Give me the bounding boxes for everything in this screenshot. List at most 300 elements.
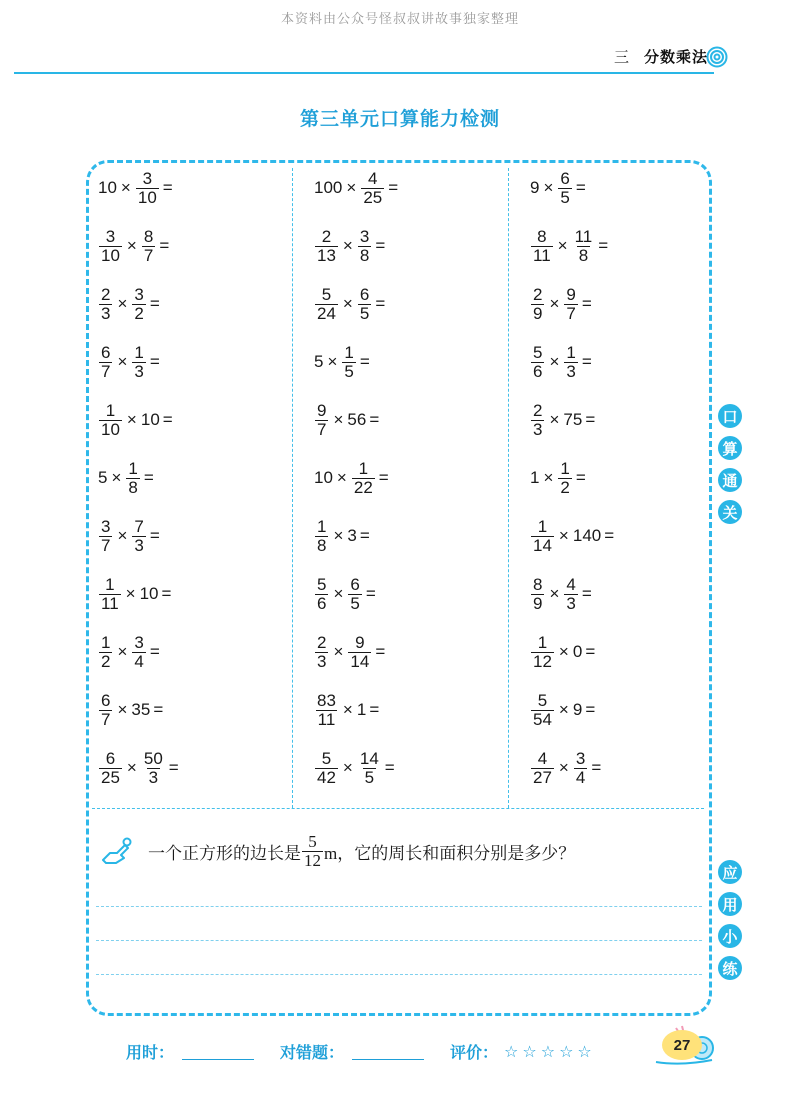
rating-label: 评价：: [450, 1045, 499, 1062]
fraction-denominator: 11: [317, 709, 336, 729]
fraction-denominator: 2: [101, 651, 111, 671]
fraction-numerator: 3: [134, 632, 144, 652]
fraction-denominator: 7: [101, 535, 111, 555]
fraction-denominator: 7: [143, 245, 154, 265]
fraction-numerator: 11: [574, 226, 593, 246]
fraction-denominator: 3: [148, 767, 159, 787]
fraction: [99, 634, 112, 671]
fraction: [315, 402, 328, 439]
exercise-item: [314, 160, 398, 216]
side-tag-oral: [718, 404, 742, 532]
fraction-denominator: 22: [353, 477, 373, 497]
fraction-denominator: 5: [364, 767, 375, 787]
multiply-sign: ×: [557, 236, 568, 255]
exercise-item: [98, 218, 169, 274]
exercise-item: [98, 392, 173, 448]
side-tag-char: 小: [718, 924, 742, 948]
fraction-denominator: 2: [560, 477, 570, 497]
fraction-numerator: 1: [134, 342, 144, 362]
fraction: [315, 634, 328, 671]
exercise-item: [314, 508, 370, 564]
fraction-numerator: 7: [134, 516, 144, 536]
equals-sign: =: [162, 178, 173, 197]
fraction-denominator: 3: [566, 593, 576, 613]
multiply-sign: ×: [333, 584, 344, 603]
page-title: 第三单元口算能力检测: [299, 109, 500, 130]
fraction-numerator: 2: [101, 284, 111, 304]
exercise-item: [98, 276, 160, 332]
equals-sign: =: [162, 410, 173, 429]
fraction-numerator: 1: [344, 342, 354, 362]
grid-divider: [92, 808, 704, 809]
integer: 5: [314, 352, 324, 371]
fraction: [132, 518, 145, 555]
fraction-denominator: 4: [134, 651, 144, 671]
fraction: [315, 692, 338, 729]
equals-sign: =: [153, 700, 164, 719]
side-tag-char: 用: [718, 892, 742, 916]
multiply-sign: ×: [117, 700, 128, 719]
multiply-sign: ×: [333, 642, 344, 661]
multiply-sign: ×: [111, 468, 122, 487]
exercise-item: [530, 740, 601, 796]
fraction-denominator: 7: [101, 709, 111, 729]
fraction: [99, 228, 122, 265]
fraction-numerator: 5: [317, 574, 327, 594]
fraction: [531, 228, 553, 265]
problem-fraction: [302, 833, 323, 870]
integer: 9: [530, 178, 540, 197]
fraction: [315, 750, 338, 787]
equals-sign: =: [581, 352, 592, 371]
fraction-numerator: 1: [358, 458, 369, 478]
equals-sign: =: [149, 642, 160, 661]
fraction: [573, 228, 595, 265]
fraction: [99, 402, 122, 439]
exercise-item: [530, 276, 592, 332]
answer-line: [96, 940, 702, 941]
multiply-sign: ×: [117, 294, 128, 313]
equals-sign: =: [375, 642, 386, 661]
fraction-denominator: 25: [363, 187, 383, 207]
fraction: [348, 576, 361, 613]
fraction: [315, 518, 328, 555]
equals-sign: =: [143, 468, 154, 487]
multiply-sign: ×: [342, 294, 353, 313]
equals-sign: =: [159, 236, 170, 255]
fraction-denominator: 13: [317, 245, 336, 265]
multiply-sign: ×: [342, 700, 353, 719]
multiply-sign: ×: [117, 352, 128, 371]
exercise-item: [314, 450, 389, 506]
multiply-sign: ×: [558, 758, 569, 777]
fraction-numerator: 3: [105, 226, 116, 246]
exercise-item: [314, 392, 379, 448]
fraction-numerator: 2: [533, 284, 543, 304]
fraction: [99, 750, 122, 787]
fraction: [352, 460, 375, 497]
multiply-sign: ×: [558, 642, 569, 661]
fraction-denominator: 9: [533, 593, 543, 613]
column-divider: [292, 168, 293, 808]
fraction-numerator: 14: [359, 748, 379, 768]
multiply-sign: ×: [327, 352, 338, 371]
problem-text-before: 一个正方形的边长是: [148, 843, 301, 863]
integer: 56: [347, 410, 367, 429]
multiply-sign: ×: [125, 584, 136, 603]
integer: 0: [572, 642, 583, 661]
fraction-numerator: 1: [105, 400, 116, 420]
column-divider: [508, 168, 509, 808]
time-blank[interactable]: [182, 1043, 254, 1060]
fraction-numerator: 6: [101, 342, 111, 362]
fraction-numerator: 50: [143, 748, 163, 768]
equals-sign: =: [369, 410, 380, 429]
spiral-icon: [706, 46, 728, 68]
multiply-sign: ×: [126, 758, 137, 777]
fraction: [531, 402, 544, 439]
fraction: [348, 634, 371, 671]
fraction-denominator: 12: [533, 651, 552, 671]
fraction-denominator: 11: [533, 245, 551, 265]
equals-sign: =: [598, 236, 609, 255]
fraction-denominator: 5: [344, 361, 354, 381]
multiply-sign: ×: [549, 294, 560, 313]
multiply-sign: ×: [333, 526, 344, 545]
side-tag-char: 关: [718, 500, 742, 524]
fraction-numerator: 8: [537, 226, 547, 246]
side-tag-char: 通: [718, 468, 742, 492]
fraction-denominator: 8: [317, 535, 327, 555]
integer: 3: [347, 526, 357, 545]
fraction-numerator: 3: [575, 748, 586, 768]
fraction-numerator: 6: [560, 168, 570, 188]
fraction-denominator: 8: [128, 477, 138, 497]
exercise-item: [314, 682, 379, 738]
fraction: [315, 228, 338, 265]
fraction: [564, 286, 577, 323]
fraction-numerator: 2: [533, 400, 543, 420]
problem-text-after: m，它的周长和面积分别是多少？: [324, 843, 576, 863]
fraction-denominator: 8: [359, 245, 370, 265]
fraction-numerator: 5: [321, 284, 332, 304]
exercise-item: [314, 566, 376, 622]
fraction-denominator: 7: [317, 419, 327, 439]
equals-sign: =: [581, 584, 592, 603]
side-tag-char: 应: [718, 860, 742, 884]
fraction-numerator: 9: [317, 400, 327, 420]
chapter-name: 分数乘法: [643, 49, 708, 66]
exercise-item: [530, 450, 586, 506]
exercise-item: [530, 334, 592, 390]
header-divider: [14, 72, 714, 74]
fraction-numerator: 8: [533, 574, 543, 594]
exercise-item: [98, 566, 171, 622]
fraction: [342, 344, 355, 381]
fraction-denominator: 5: [350, 593, 360, 613]
fraction: [358, 228, 371, 265]
fraction-denominator: 54: [533, 709, 552, 729]
answer-line: [96, 906, 702, 907]
fraction-denominator: 12: [304, 850, 321, 870]
fraction-numerator: 5: [537, 690, 548, 710]
exercise-item: [98, 450, 154, 506]
multiply-sign: ×: [346, 178, 357, 197]
fraction-numerator: 3: [142, 168, 153, 188]
exercise-item: [530, 682, 595, 738]
integer: 35: [131, 700, 151, 719]
equals-sign: =: [375, 294, 386, 313]
multiply-sign: ×: [342, 758, 353, 777]
fraction: [361, 170, 384, 207]
fraction-denominator: 14: [533, 535, 552, 555]
equals-sign: =: [581, 294, 592, 313]
integer: 10: [139, 584, 159, 603]
fraction-numerator: 9: [355, 632, 365, 652]
fraction: [531, 344, 544, 381]
fraction-numerator: 5: [308, 831, 317, 851]
fraction: [358, 750, 381, 787]
fraction-denominator: 27: [533, 767, 552, 787]
fraction-denominator: 6: [317, 593, 327, 613]
multiply-sign: ×: [117, 526, 128, 545]
fraction: [136, 170, 159, 207]
fraction-numerator: 6: [350, 574, 360, 594]
exercise-item: [314, 334, 370, 390]
fraction-numerator: 6: [359, 284, 370, 304]
fraction: [558, 460, 571, 497]
equals-sign: =: [369, 700, 380, 719]
fraction-numerator: 1: [566, 342, 576, 362]
fraction-numerator: 3: [359, 226, 370, 246]
fraction: [564, 344, 577, 381]
errors-label: 对错题：: [280, 1045, 345, 1062]
fraction-denominator: 7: [101, 361, 111, 381]
multiply-sign: ×: [549, 352, 560, 371]
fraction: [132, 634, 145, 671]
errors-blank[interactable]: [352, 1043, 424, 1060]
exercise-item: [530, 508, 614, 564]
fraction-numerator: 9: [566, 284, 576, 304]
equals-sign: =: [161, 584, 172, 603]
fraction: [126, 460, 139, 497]
fraction-denominator: 2: [134, 303, 144, 323]
fraction-numerator: 2: [321, 226, 332, 246]
fraction-denominator: 10: [101, 245, 120, 265]
fraction: [531, 518, 554, 555]
equals-sign: =: [388, 178, 399, 197]
fraction-numerator: 83: [317, 690, 336, 710]
exercise-item: [98, 334, 160, 390]
exercise-item: [530, 566, 592, 622]
fraction: [531, 750, 554, 787]
chapter-number: 三: [613, 49, 630, 66]
fraction-denominator: 3: [317, 651, 327, 671]
watermark-text: 本资料由公众号怪叔叔讲故事独家整理: [280, 11, 519, 26]
fraction-denominator: 6: [533, 361, 543, 381]
multiply-sign: ×: [126, 410, 137, 429]
fraction-numerator: 8: [143, 226, 154, 246]
multiply-sign: ×: [543, 468, 554, 487]
integer: 10: [140, 410, 160, 429]
multiply-sign: ×: [342, 236, 353, 255]
equals-sign: =: [585, 642, 596, 661]
fraction-numerator: 1: [560, 458, 570, 478]
equals-sign: =: [378, 468, 389, 487]
fraction: [358, 286, 371, 323]
pointing-hand-icon: [100, 836, 134, 866]
exercise-item: [314, 624, 385, 680]
fraction: [99, 286, 112, 323]
equals-sign: =: [359, 526, 370, 545]
fraction-denominator: 4: [575, 767, 586, 787]
fraction-denominator: 10: [137, 187, 157, 207]
fraction-denominator: 25: [101, 767, 120, 787]
worksheet-frame: [86, 160, 712, 1016]
fraction: [99, 518, 112, 555]
fraction-numerator: 3: [101, 516, 111, 536]
exercise-item: [98, 682, 163, 738]
fraction: [564, 576, 577, 613]
fraction-numerator: 4: [537, 748, 548, 768]
word-problem: [100, 826, 690, 876]
multiply-sign: ×: [558, 700, 569, 719]
exercise-item: [98, 160, 173, 216]
exercise-item: [314, 276, 385, 332]
fraction-denominator: 5: [359, 303, 370, 323]
multiply-sign: ×: [120, 178, 131, 197]
equals-sign: =: [149, 526, 160, 545]
equals-sign: =: [359, 352, 370, 371]
equals-sign: =: [149, 352, 160, 371]
side-tag-applied: [718, 860, 742, 988]
footer-evaluation: [126, 1040, 596, 1063]
fraction-numerator: 1: [537, 632, 548, 652]
chapter-heading: [614, 46, 708, 67]
fraction: [531, 286, 544, 323]
answer-line: [96, 974, 702, 975]
fraction-numerator: 1: [537, 516, 548, 536]
fraction: [315, 576, 328, 613]
fraction-numerator: 2: [317, 632, 327, 652]
exercise-item: [98, 740, 179, 796]
fraction-denominator: 7: [566, 303, 576, 323]
equals-sign: =: [585, 700, 596, 719]
equals-sign: =: [575, 178, 586, 197]
page-number: 27: [662, 1030, 702, 1060]
multiply-sign: ×: [117, 642, 128, 661]
fraction-numerator: 1: [317, 516, 327, 536]
integer: 100: [314, 178, 343, 197]
integer: 5: [98, 468, 108, 487]
fraction: [531, 576, 544, 613]
side-tag-char: 算: [718, 436, 742, 460]
integer: 1: [356, 700, 367, 719]
fraction-denominator: 3: [134, 535, 144, 555]
fraction-denominator: 14: [350, 651, 370, 671]
multiply-sign: ×: [549, 410, 560, 429]
time-label: 用时：: [126, 1045, 175, 1062]
exercise-item: [530, 160, 586, 216]
equals-sign: =: [375, 236, 386, 255]
fraction: [531, 692, 554, 729]
fraction: [558, 170, 571, 207]
multiply-sign: ×: [333, 410, 344, 429]
equals-sign: =: [585, 410, 596, 429]
equals-sign: =: [604, 526, 615, 545]
integer: 9: [572, 700, 583, 719]
equals-sign: =: [591, 758, 602, 777]
fraction-denominator: 10: [101, 419, 120, 439]
fraction: [574, 750, 587, 787]
integer: 1: [530, 468, 540, 487]
fraction-numerator: 1: [128, 458, 138, 478]
exercise-item: [530, 392, 595, 448]
fraction: [142, 750, 165, 787]
multiply-sign: ×: [543, 178, 554, 197]
multiply-sign: ×: [549, 584, 560, 603]
fraction: [142, 228, 155, 265]
fraction-denominator: 3: [566, 361, 576, 381]
multiply-sign: ×: [126, 236, 137, 255]
fraction-numerator: 4: [368, 168, 378, 188]
multiply-sign: ×: [336, 468, 347, 487]
fraction-numerator: 1: [101, 632, 111, 652]
exercise-item: [98, 624, 160, 680]
exercise-item: [314, 740, 395, 796]
integer: 75: [563, 410, 583, 429]
fraction: [315, 286, 338, 323]
fraction-denominator: 3: [101, 303, 111, 323]
integer: 10: [98, 178, 117, 197]
fraction-numerator: 5: [533, 342, 543, 362]
fraction-denominator: 5: [560, 187, 570, 207]
fraction-denominator: 24: [317, 303, 336, 323]
equals-sign: =: [365, 584, 376, 603]
fraction-numerator: 5: [321, 748, 332, 768]
exercise-item: [530, 218, 608, 274]
exercise-item: [98, 508, 160, 564]
equals-sign: =: [575, 468, 586, 487]
equals-sign: =: [149, 294, 160, 313]
fraction-denominator: 42: [317, 767, 336, 787]
fraction-denominator: 8: [578, 245, 589, 265]
fraction-denominator: 11: [101, 593, 119, 613]
fraction: [132, 286, 145, 323]
fraction-numerator: 4: [566, 574, 576, 594]
exercise-item: [530, 624, 595, 680]
fraction-denominator: 3: [533, 419, 543, 439]
rating-stars[interactable]: ☆☆☆☆☆: [504, 1043, 596, 1061]
fraction: [99, 692, 112, 729]
fraction-numerator: 6: [105, 748, 116, 768]
fraction-denominator: 3: [134, 361, 144, 381]
integer: 10: [314, 468, 333, 487]
exercise-item: [314, 218, 385, 274]
integer: 140: [572, 526, 602, 545]
fraction-numerator: 1: [105, 574, 115, 594]
side-tag-char: 练: [718, 956, 742, 980]
fraction-numerator: 3: [134, 284, 144, 304]
equals-sign: =: [384, 758, 395, 777]
fraction: [132, 344, 145, 381]
equals-sign: =: [168, 758, 179, 777]
fraction-denominator: 9: [533, 303, 543, 323]
fraction: [99, 344, 112, 381]
side-tag-char: 口: [718, 404, 742, 428]
fraction-numerator: 6: [101, 690, 111, 710]
fraction: [99, 576, 121, 613]
